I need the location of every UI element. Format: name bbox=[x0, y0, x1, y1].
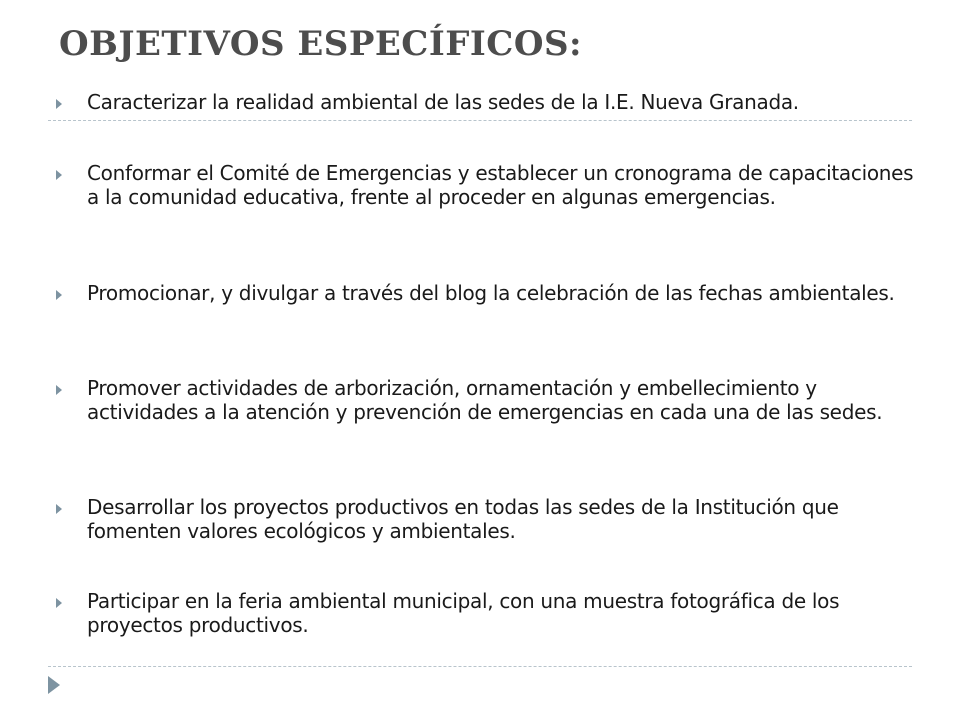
triangle-right-icon bbox=[56, 290, 62, 300]
bullet-item bbox=[56, 589, 916, 637]
triangle-right-icon bbox=[56, 598, 62, 608]
slide-title: OBJETIVOS ESPECÍFICOS: bbox=[59, 24, 583, 64]
bottom-divider bbox=[48, 666, 912, 667]
bullet-text: Promocionar, y divulgar a través del blog la celebración de las fechas ambientales. bbox=[87, 281, 895, 305]
bullet-text: Conformar el Comité de Emergencias y establecer un cronograma de capacitaciones a la comunidad educativa, frente al proceder en algunas emergencias. bbox=[87, 161, 914, 209]
triangle-right-icon bbox=[56, 385, 62, 395]
bullet-text: Promover actividades de arborización, ornamentación y embellecimiento y actividades a la atención y prevención de emergencias en cada una de las sedes. bbox=[87, 376, 883, 424]
triangle-right-icon bbox=[56, 170, 62, 180]
triangle-right-icon bbox=[56, 504, 62, 514]
triangle-right-icon bbox=[56, 99, 62, 109]
bullet-text: Participar en la feria ambiental municipal, con una muestra fotográfica de los proyectos productivos. bbox=[87, 589, 840, 637]
bullet-item bbox=[56, 161, 916, 209]
top-divider bbox=[48, 120, 912, 121]
bullet-item bbox=[56, 495, 916, 543]
bullet-item bbox=[56, 90, 916, 114]
bullet-text: Desarrollar los proyectos productivos en todas las sedes de la Institución que fomenten valores ecológicos y ambientales. bbox=[87, 495, 839, 543]
bullet-text: Caracterizar la realidad ambiental de las sedes de la I.E. Nueva Granada. bbox=[87, 90, 799, 114]
bullet-item bbox=[56, 376, 916, 424]
next-slide-icon[interactable] bbox=[48, 676, 60, 694]
bullet-item bbox=[56, 281, 916, 305]
